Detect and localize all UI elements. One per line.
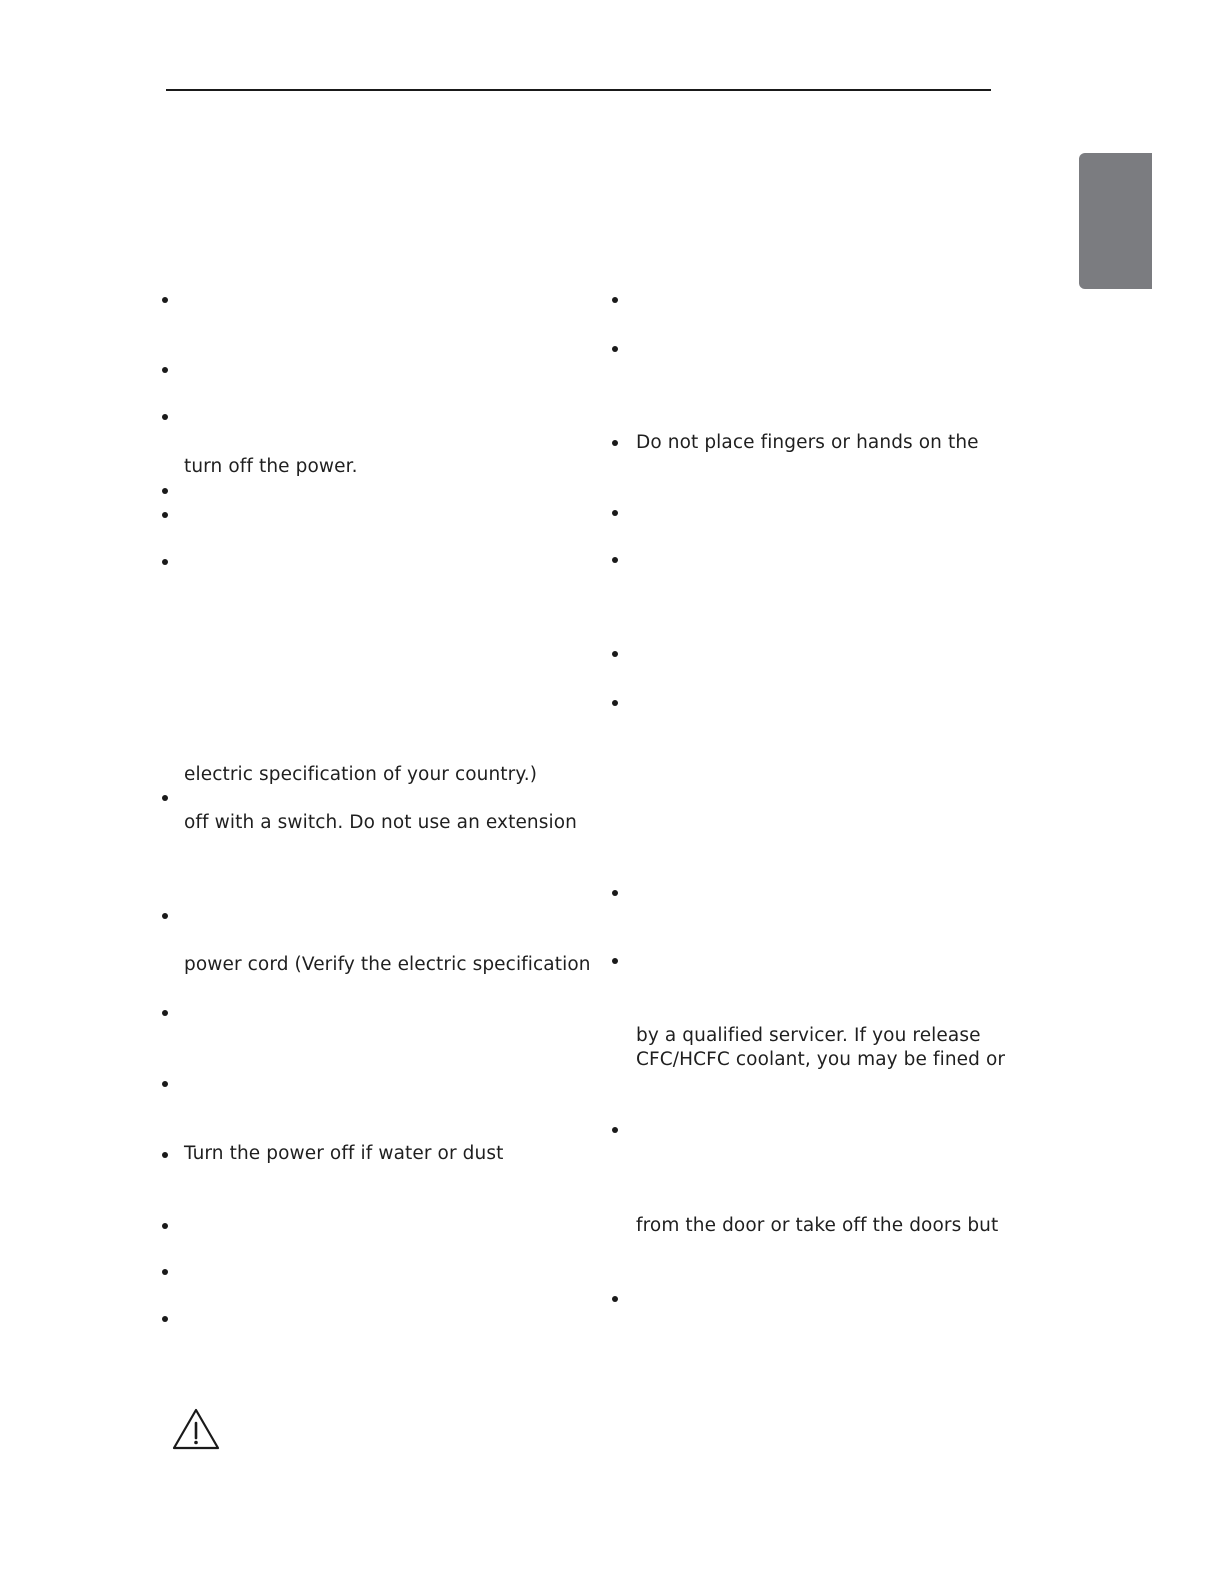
- body-text-line: Turn the power off if water or dust: [184, 1143, 504, 1164]
- bullet-marker: [612, 700, 618, 706]
- bullet-marker: [162, 1081, 168, 1087]
- bullet-marker: [612, 958, 618, 964]
- bullet-marker: [162, 1316, 168, 1322]
- section-tab: [1079, 153, 1152, 289]
- bullet-marker: [612, 890, 618, 896]
- bullet-marker: [612, 557, 618, 563]
- bullet-marker: [162, 512, 168, 518]
- bullet-marker: [162, 1269, 168, 1275]
- bullet-marker: [162, 559, 168, 565]
- body-text-line: from the door or take off the doors but: [636, 1215, 999, 1236]
- bullet-marker: [162, 913, 168, 919]
- bullet-marker: [612, 440, 618, 446]
- bullet-marker: [612, 346, 618, 352]
- bullet-marker: [612, 510, 618, 516]
- body-text-line: power cord (Verify the electric specification: [184, 954, 591, 975]
- bullet-marker: [162, 488, 168, 494]
- body-text-line: by a qualified servicer. If you release: [636, 1025, 981, 1046]
- bullet-marker: [162, 414, 168, 420]
- body-text-line: electric specification of your country.): [184, 764, 538, 785]
- bullet-marker: [612, 1127, 618, 1133]
- caution-triangle-icon: [171, 1407, 221, 1451]
- bullet-marker: [162, 795, 168, 801]
- bullet-marker: [162, 1010, 168, 1016]
- body-text-line: off with a switch. Do not use an extension: [184, 812, 577, 833]
- bullet-marker: [612, 1296, 618, 1302]
- bullet-marker: [162, 1152, 168, 1158]
- body-text-line: CFC/HCFC coolant, you may be fined or: [636, 1049, 1006, 1070]
- bullet-marker: [612, 297, 618, 303]
- body-text-line: Do not place fingers or hands on the: [636, 432, 979, 453]
- header-rule: [166, 89, 991, 91]
- bullet-marker: [162, 1223, 168, 1229]
- bullet-marker: [162, 297, 168, 303]
- bullet-marker: [162, 367, 168, 373]
- bullet-marker: [612, 651, 618, 657]
- body-text-line: turn off the power.: [184, 456, 358, 477]
